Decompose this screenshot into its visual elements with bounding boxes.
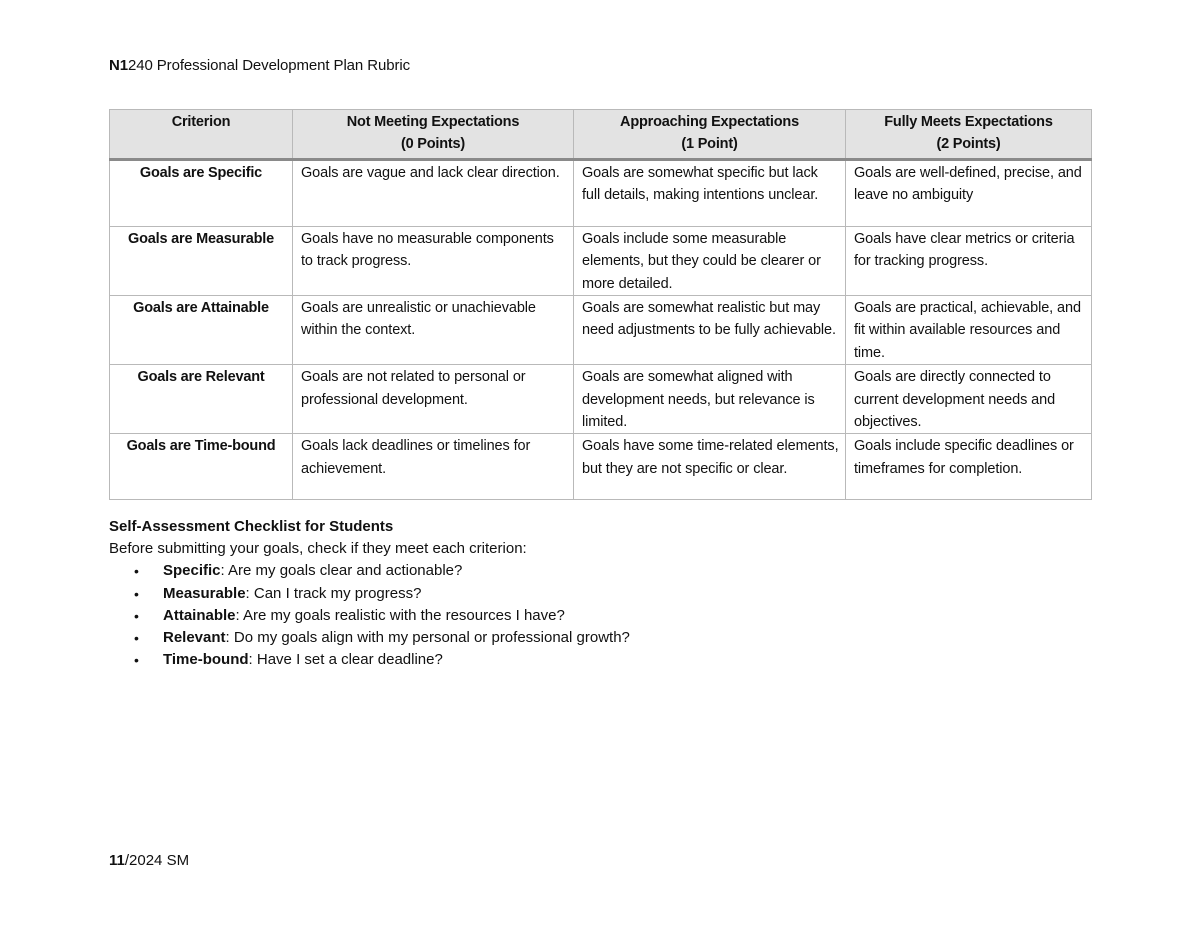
checklist-term: Relevant <box>163 629 226 647</box>
rubric-header-row <box>110 110 1092 160</box>
checklist-question: : Are my goals realistic with the resources I have? <box>235 606 565 624</box>
list-item <box>109 649 1009 671</box>
approaching-cell: Goals have some time-related elements, but they are not specific or clear. <box>574 434 846 500</box>
column-header-not-meeting <box>293 110 574 160</box>
header-course-prefix: N1 <box>109 57 128 74</box>
column-points: (0 Points) <box>400 136 466 153</box>
column-title: Not Meeting Expectations <box>346 114 520 130</box>
list-item <box>109 627 1009 649</box>
checklist-title: Self-Assessment Checklist for Students <box>109 518 394 535</box>
fully-meets-cell: Goals include specific deadlines or timeframes for completion. <box>846 434 1092 500</box>
fully-meets-cell: Goals are directly connected to current development needs and objectives. <box>846 365 1092 434</box>
not-meeting-cell: Goals are vague and lack clear direction. <box>293 159 574 226</box>
list-item <box>109 583 1009 605</box>
table-row <box>110 296 1092 365</box>
checklist-term: Time-bound <box>163 651 249 669</box>
footer-date-author: /2024 SM <box>124 852 190 869</box>
checklist-intro: Before submitting your goals, check if they meet each criterion: <box>109 540 527 558</box>
page-footer <box>109 852 189 869</box>
table-row <box>110 365 1092 434</box>
column-header-approaching <box>574 110 846 160</box>
checklist-term: Specific <box>163 562 221 580</box>
list-item <box>109 560 1009 582</box>
column-points: (1 Point) <box>681 136 738 153</box>
checklist-question: : Have I set a clear deadline? <box>248 651 443 669</box>
approaching-cell: Goals are somewhat aligned with development needs, but relevance is limited. <box>574 365 846 434</box>
criterion-cell: Goals are Relevant <box>110 365 293 434</box>
not-meeting-cell: Goals are unrealistic or unachievable within the context. <box>293 296 574 365</box>
bullet-icon: • <box>134 630 139 647</box>
not-meeting-cell: Goals lack deadlines or timelines for achievement. <box>293 434 574 500</box>
table-row <box>110 226 1092 295</box>
checklist-list <box>109 560 1009 671</box>
checklist-term: Attainable <box>163 606 236 624</box>
fully-meets-cell: Goals are practical, achievable, and fit within available resources and time. <box>846 296 1092 365</box>
criterion-cell: Goals are Attainable <box>110 296 293 365</box>
table-row <box>110 159 1092 226</box>
approaching-cell: Goals are somewhat realistic but may need adjustments to be fully achievable. <box>574 296 846 365</box>
bullet-icon: • <box>134 607 139 624</box>
header-title: 240 Professional Development Plan Rubric <box>127 57 410 74</box>
checklist-question: : Are my goals clear and actionable? <box>220 562 463 580</box>
bullet-icon: • <box>134 585 139 602</box>
fully-meets-cell: Goals have clear metrics or criteria for tracking progress. <box>846 226 1092 295</box>
list-item <box>109 605 1009 627</box>
rubric-table <box>109 109 1092 500</box>
not-meeting-cell: Goals are not related to personal or professional development. <box>293 365 574 434</box>
column-header-criterion <box>110 110 293 160</box>
column-title: Fully Meets Expectations <box>884 114 1053 130</box>
checklist-term: Measurable <box>163 584 246 602</box>
page-header <box>109 57 410 74</box>
self-assessment-checklist <box>109 516 1009 671</box>
checklist-question: : Can I track my progress? <box>245 584 422 602</box>
approaching-cell: Goals are somewhat specific but lack full details, making intentions unclear. <box>574 159 846 226</box>
column-header-fully-meets <box>846 110 1092 160</box>
fully-meets-cell: Goals are well-defined, precise, and leave no ambiguity <box>846 159 1092 226</box>
checklist-question: : Do my goals align with my personal or professional growth? <box>225 629 630 647</box>
criterion-cell: Goals are Time-bound <box>110 434 293 500</box>
bullet-icon: • <box>134 652 139 669</box>
table-row <box>110 434 1092 500</box>
column-title: Approaching Expectations <box>620 114 799 130</box>
column-points: (2 Points) <box>936 136 1001 153</box>
column-title: Criterion <box>171 114 231 130</box>
approaching-cell: Goals include some measurable elements, but they could be clearer or more detailed. <box>574 226 846 295</box>
not-meeting-cell: Goals have no measurable components to track progress. <box>293 226 574 295</box>
bullet-icon: • <box>134 563 139 580</box>
footer-month: 11 <box>109 852 125 869</box>
criterion-cell: Goals are Measurable <box>110 226 293 295</box>
criterion-cell: Goals are Specific <box>110 159 293 226</box>
